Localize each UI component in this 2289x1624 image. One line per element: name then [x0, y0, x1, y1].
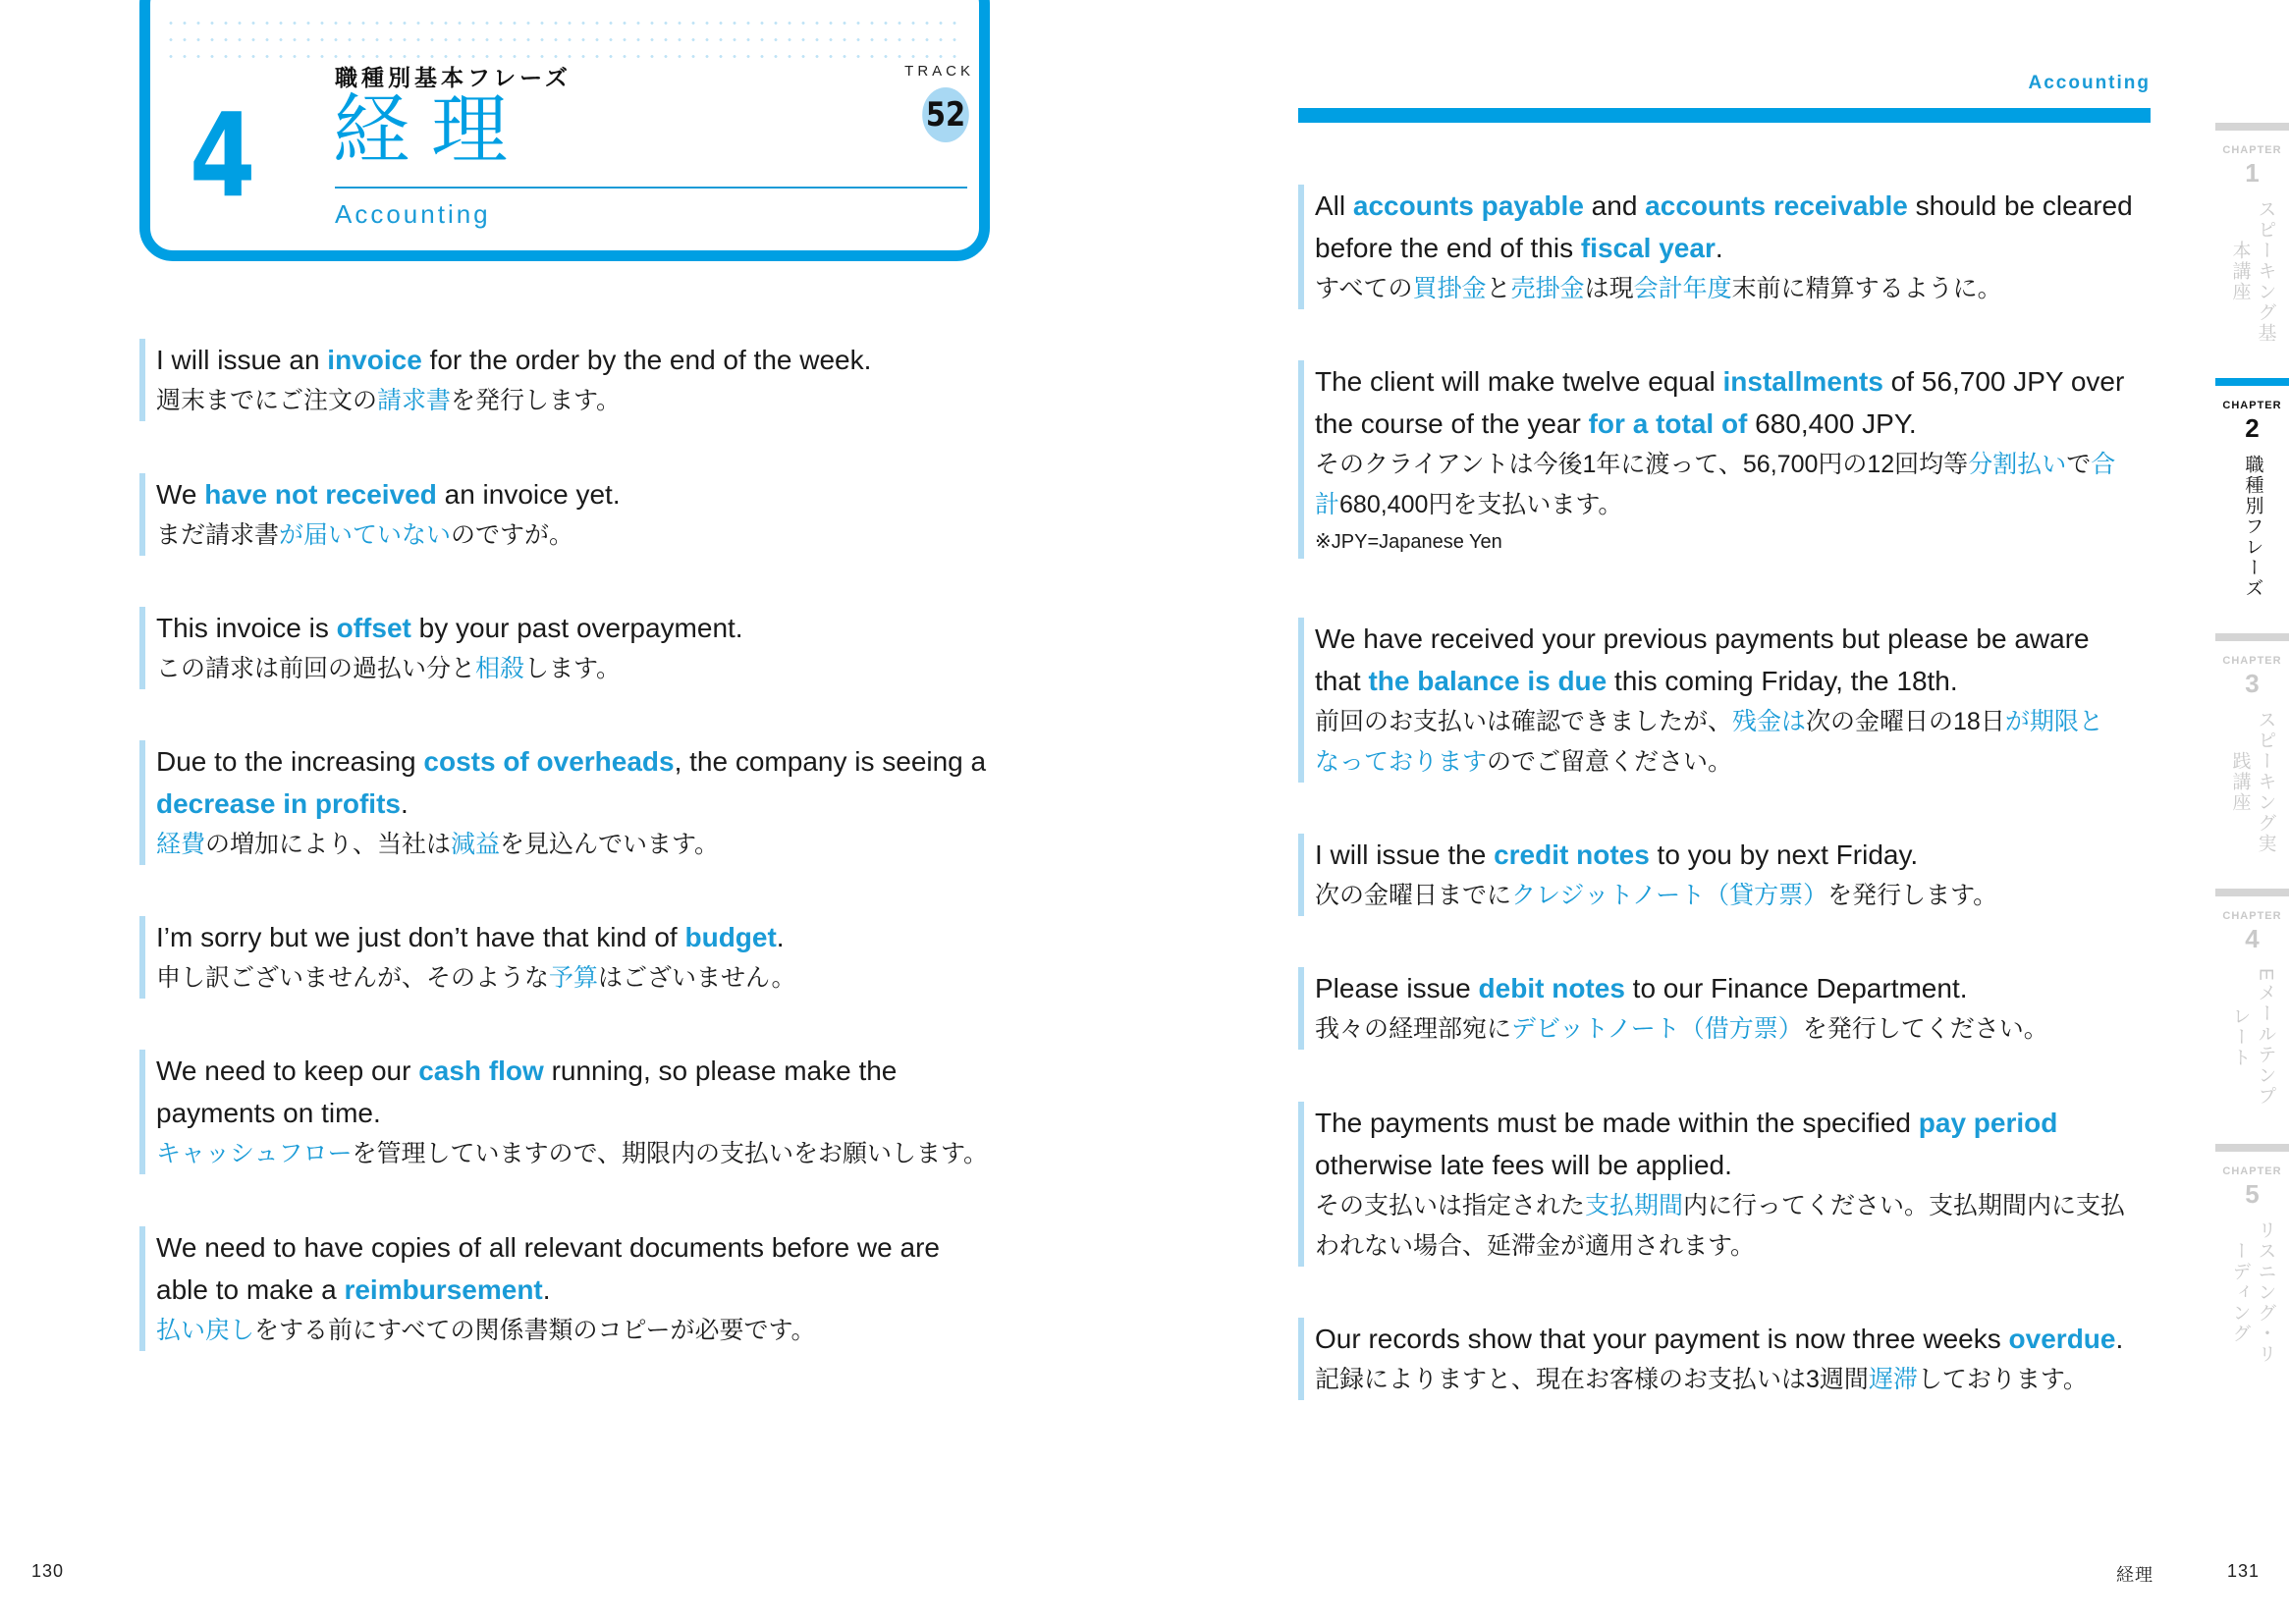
track-label: TRACK — [904, 63, 974, 80]
text-run: otherwise late fees will be applied. — [1315, 1150, 1732, 1180]
key-phrase: 支払期間 — [1585, 1192, 1684, 1219]
tab-indicator — [2215, 123, 2289, 131]
text-run: のですが。 — [451, 521, 574, 549]
key-phrase: 売掛金 — [1510, 275, 1585, 302]
chapter-tab-2[interactable] — [2215, 378, 2289, 600]
text-run: We need to keep our — [156, 1056, 419, 1086]
tab-indicator — [2215, 1144, 2289, 1152]
text-run: The payments must be made within the specified — [1315, 1108, 1919, 1138]
english-sentence — [156, 916, 796, 958]
running-head: Accounting — [2028, 73, 2151, 93]
text-run: そのクライアントは今後1年に渡って、56,700円の12回均等 — [1315, 451, 1969, 478]
key-phrase: the balance is due — [1368, 666, 1608, 696]
text-run: We need to have copies of all relevant documents before we are — [156, 1232, 940, 1263]
text-run: . — [400, 788, 409, 819]
key-phrase: 請求書 — [377, 387, 452, 414]
text-run: The client will make twelve equal — [1315, 366, 1723, 397]
section-header-card — [139, 0, 990, 261]
text-run: と — [1486, 275, 1511, 302]
phrase-block — [139, 1226, 940, 1351]
tab-indicator — [2215, 889, 2289, 896]
english-sentence — [156, 339, 871, 381]
text-run: to our Finance Department. — [1624, 973, 1968, 1003]
key-phrase: fiscal year — [1580, 233, 1716, 263]
japanese-translation — [1315, 1009, 2048, 1050]
phrase-block — [139, 1050, 988, 1174]
japanese-translation — [156, 825, 986, 865]
key-phrase: が期限と — [2004, 708, 2103, 735]
japanese-translation — [1315, 1360, 2123, 1400]
text-run: 末前に精算するように。 — [1731, 275, 2002, 302]
key-phrase: 相殺 — [475, 655, 525, 682]
text-run: を見込んでいます。 — [500, 831, 720, 858]
key-phrase: for a total of — [1588, 408, 1748, 439]
chapter-tab-4[interactable] — [2215, 889, 2289, 1110]
english-sentence — [156, 473, 621, 515]
text-run: . — [1715, 233, 1723, 263]
text-run: 680,400 JPY. — [1747, 408, 1917, 439]
key-phrase: 減益 — [451, 831, 501, 858]
text-run: to you by next Friday. — [1649, 839, 1919, 870]
text-run: payments on time. — [156, 1098, 381, 1128]
japanese-translation — [156, 1311, 940, 1351]
phrase-block — [139, 339, 871, 421]
phrase-block — [1298, 1318, 2123, 1400]
chapter-title: リスニング・リーディング — [2229, 1219, 2276, 1365]
english-sentence — [1315, 1102, 2125, 1186]
text-run: しております。 — [1917, 1366, 2088, 1393]
key-phrase: 会計年度 — [1633, 275, 1732, 302]
phrase-block — [139, 473, 621, 556]
key-phrase: budget — [684, 922, 777, 952]
footer-section-title: 経理 — [2116, 1565, 2153, 1585]
text-run: 内に行ってください。支払期間内に支払 — [1683, 1192, 2126, 1219]
phrase-block — [1298, 834, 1997, 916]
key-phrase: クレジットノート（貸方票） — [1511, 882, 1828, 909]
chapter-title: 職種別フレーズ — [2242, 454, 2263, 599]
key-phrase: 経費 — [156, 831, 206, 858]
phrase-block — [139, 740, 986, 865]
text-run: Please issue — [1315, 973, 1479, 1003]
chapter-number: 3 — [2245, 669, 2260, 698]
english-sentence — [156, 740, 986, 825]
english-sentence — [156, 1050, 988, 1134]
phrase-block — [1298, 185, 2133, 309]
english-sentence — [1315, 360, 2124, 445]
text-run: を管理していますので、期限内の支払いをお願いします。 — [352, 1140, 989, 1167]
text-run: 次の金曜日までに — [1315, 882, 1512, 909]
text-run: by your past overpayment. — [410, 613, 743, 643]
footnote: ※JPY=Japanese Yen — [1315, 531, 1502, 553]
text-run: します。 — [524, 655, 622, 682]
text-run: 記録によりますと、現在お客様のお支払いは3週間 — [1315, 1366, 1869, 1393]
chapter-tab-1[interactable] — [2215, 123, 2289, 345]
text-run: すべての — [1315, 275, 1413, 302]
key-phrase: accounts receivable — [1645, 190, 1908, 221]
key-phrase: 計 — [1315, 491, 1340, 518]
chapter-label: CHAPTER — [2222, 1165, 2282, 1177]
key-phrase: pay period — [1918, 1108, 2058, 1138]
key-phrase: 合 — [2091, 451, 2116, 478]
key-phrase: installments — [1722, 366, 1883, 397]
text-run: this coming Friday, the 18th. — [1607, 666, 1958, 696]
chapter-tab-3[interactable] — [2215, 633, 2289, 855]
text-run: 680,400円を支払います。 — [1339, 491, 1623, 518]
title-divider — [335, 187, 967, 189]
english-sentence — [1315, 185, 2133, 269]
text-run: This invoice is — [156, 613, 337, 643]
text-run: 前回のお支払いは確認できましたが、 — [1315, 708, 1733, 735]
text-run: and — [1583, 190, 1646, 221]
key-phrase: offset — [336, 613, 411, 643]
key-phrase: cash flow — [418, 1056, 544, 1086]
japanese-translation — [156, 381, 871, 421]
key-phrase: credit notes — [1494, 839, 1650, 870]
tab-indicator — [2215, 633, 2289, 641]
phrase-block — [1298, 1102, 2125, 1267]
text-run: the course of the year — [1315, 408, 1589, 439]
japanese-translation — [156, 958, 796, 999]
text-run: , the company is seeing a — [674, 746, 987, 777]
section-title-jp: 経理 — [333, 86, 530, 173]
text-run: のでご留意ください。 — [1487, 748, 1733, 776]
chapter-title: Eメールテンプレート — [2229, 967, 2276, 1107]
tab-indicator — [2215, 378, 2289, 386]
text-run: は現 — [1584, 275, 1634, 302]
text-run: その支払いは指定された — [1315, 1192, 1586, 1219]
phrase-block — [139, 607, 743, 689]
chapter-title: スピーキング実践講座 — [2229, 709, 2276, 854]
japanese-translation — [1315, 1186, 2125, 1267]
japanese-translation — [1315, 269, 2133, 309]
key-phrase: accounts payable — [1352, 190, 1584, 221]
text-run: for the order by the end of the week. — [421, 345, 872, 375]
english-sentence — [156, 607, 743, 649]
text-run: should be cleared — [1907, 190, 2133, 221]
chapter-label: CHAPTER — [2222, 655, 2282, 667]
chapter-label: CHAPTER — [2222, 400, 2282, 411]
text-run: I will issue the — [1315, 839, 1495, 870]
english-sentence — [1315, 967, 2048, 1009]
chapter-label: CHAPTER — [2222, 144, 2282, 156]
key-phrase: overdue — [2008, 1324, 2116, 1354]
text-run: I’m sorry but we just don’t have that kind of — [156, 922, 685, 952]
english-sentence — [1315, 618, 2103, 702]
japanese-translation — [156, 649, 743, 689]
text-run: running, so please make the — [543, 1056, 898, 1086]
key-phrase: decrease in profits — [156, 788, 401, 819]
text-run: We have received your previous payments but please be aware — [1315, 623, 2090, 654]
text-run: before the end of this — [1315, 233, 1581, 263]
text-run: 申し訳ございませんが、そのような — [156, 964, 550, 992]
key-phrase: invoice — [327, 345, 422, 375]
chapter-number: 1 — [2245, 158, 2260, 188]
key-phrase: 予算 — [549, 964, 599, 992]
text-run: that — [1315, 666, 1369, 696]
english-sentence — [156, 1226, 940, 1311]
key-phrase: キャッシュフロー — [156, 1140, 353, 1167]
key-phrase: reimbursement — [344, 1274, 543, 1305]
chapter-label: CHAPTER — [2222, 910, 2282, 922]
chapter-number: 4 — [2245, 924, 2260, 953]
chapter-title: スピーキング基本講座 — [2229, 198, 2276, 344]
text-run: 週末までにご注文の — [156, 387, 378, 414]
chapter-number: 5 — [2245, 1179, 2260, 1209]
english-sentence — [1315, 1318, 2123, 1360]
japanese-translation — [1315, 445, 2124, 525]
key-phrase: なっております — [1315, 748, 1488, 776]
text-run: . — [542, 1274, 551, 1305]
text-run: 次の金曜日の18日 — [1806, 708, 2005, 735]
text-run: はございません。 — [598, 964, 796, 992]
text-run: . — [776, 922, 785, 952]
text-run: この請求は前回の過払い分と — [156, 655, 476, 682]
text-run: an invoice yet. — [436, 479, 621, 510]
key-phrase: debit notes — [1478, 973, 1625, 1003]
text-run: Due to the increasing — [156, 746, 424, 777]
text-run: We — [156, 479, 205, 510]
key-phrase: 払い戻し — [156, 1317, 255, 1344]
chapter-number: 2 — [2245, 413, 2260, 443]
text-run: All — [1315, 190, 1353, 221]
text-run: われない場合、延滞金が適用されます。 — [1315, 1232, 1756, 1260]
phrase-block — [1298, 618, 2103, 783]
key-phrase: 買掛金 — [1412, 275, 1487, 302]
key-phrase: が届いていない — [279, 521, 452, 549]
text-run: を発行してください。 — [1802, 1015, 2048, 1043]
phrase-block — [1298, 967, 2048, 1050]
key-phrase: costs of overheads — [423, 746, 675, 777]
left-page-number: 130 — [31, 1561, 65, 1581]
right-page-number: 131 — [2227, 1561, 2261, 1581]
phrase-block — [139, 916, 796, 999]
text-run: を発行します。 — [451, 387, 622, 414]
key-phrase: デビットノート（借方票） — [1511, 1015, 1803, 1043]
key-phrase: 残金は — [1732, 708, 1807, 735]
key-phrase: 遅滞 — [1868, 1366, 1918, 1393]
japanese-translation — [156, 1134, 988, 1174]
text-run: I will issue an — [156, 345, 328, 375]
japanese-translation — [1315, 876, 1997, 916]
text-run: を発行します。 — [1827, 882, 1998, 909]
text-run: の増加により、当社は — [205, 831, 452, 858]
text-run: で — [2066, 451, 2092, 478]
japanese-translation — [156, 515, 621, 556]
section-number: 4 — [190, 87, 256, 223]
english-sentence — [1315, 834, 1997, 876]
text-run: まだ請求書 — [156, 521, 280, 549]
running-head-bar — [1298, 108, 2151, 123]
dot-pattern — [164, 15, 965, 62]
phrase-block — [1298, 360, 2124, 559]
japanese-translation — [1315, 702, 2103, 783]
key-phrase: 分割払い — [1968, 451, 2067, 478]
section-kicker: 職種別基本フレーズ — [335, 65, 572, 90]
key-phrase: have not received — [204, 479, 437, 510]
chapter-tab-5[interactable] — [2215, 1144, 2289, 1366]
track-number-badge[interactable]: 52 — [922, 87, 969, 142]
section-title-en: Accounting — [335, 199, 491, 229]
text-run: able to make a — [156, 1274, 345, 1305]
text-run: をする前にすべての関係書類のコピーが必要です。 — [254, 1317, 816, 1344]
text-run: 我々の経理部宛に — [1315, 1015, 1512, 1043]
text-run: . — [2115, 1324, 2124, 1354]
text-run: of 56,700 JPY over — [1882, 366, 2125, 397]
text-run: Our records show that your payment is now three weeks — [1315, 1324, 2009, 1354]
